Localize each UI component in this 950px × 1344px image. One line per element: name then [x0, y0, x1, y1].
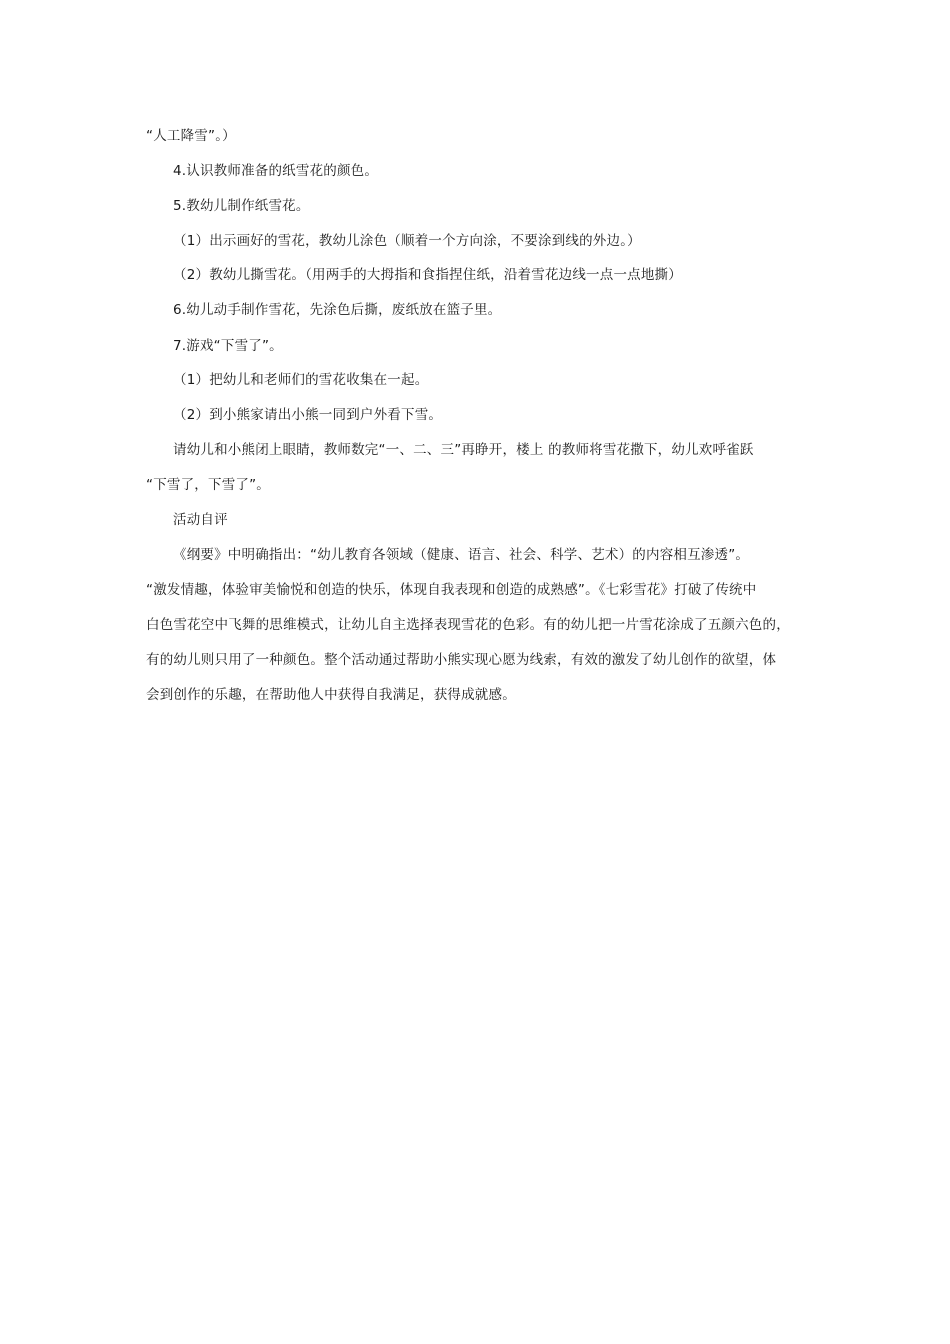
step-7-text: 7.游戏“下雪了”。 — [173, 338, 283, 354]
step-4-text: 4.认识教师准备的纸雪花的颜色。 — [173, 163, 379, 179]
review-paragraph-line-3: 白色雪花空中飞舞的思维模式，让幼儿自主选择表现雪花的色彩。有的幼儿把一片雪花涂成了五颜六色的， — [146, 617, 790, 633]
review-paragraph-line-2: “激发情趣，体验审美愉悦和创造的快乐，体现自我表现和创造的成熟感”。《七彩雪花》打破了传统中 — [146, 582, 757, 598]
step-5-substep-2: （2）教幼儿撕雪花。（用两手的大拇指和食指捏住纸，沿着雪花边线一点一点地撕） — [173, 267, 682, 283]
section-heading-self-review: 活动自评 — [173, 512, 228, 528]
step-5-text: 5.教幼儿制作纸雪花。 — [173, 198, 310, 214]
review-paragraph-line-4: 有的幼儿则只用了一种颜色。整个活动通过帮助小熊实现心愿为线索，有效的激发了幼儿创作的欲望，体 — [146, 652, 777, 668]
review-paragraph-line-5: 会到创作的乐趣，在帮助他人中获得自我满足，获得成就感。 — [146, 687, 516, 703]
step-6-text: 6.幼儿动手制作雪花，先涂色后撕，废纸放在篮子里。 — [173, 302, 502, 318]
text-line-continuation: “人工降雪”。） — [146, 128, 236, 144]
review-paragraph-line-1: 《纲要》中明确指出：“幼儿教育各领域（健康、语言、社会、科学、艺术）的内容相互渗透”。 — [173, 547, 750, 563]
step-7-substep-2: （2）到小熊家请出小熊一同到户外看下雪。 — [173, 407, 443, 423]
step-5-substep-1: （1）出示画好的雪花，教幼儿涂色（顺着一个方向涂，不要涂到线的外边。） — [173, 233, 641, 249]
game-paragraph-line-1: 请幼儿和小熊闭上眼睛，教师数完“一、二、三”再睁开，楼上 的教师将雪花撒下，幼儿欢呼雀跃 — [173, 442, 754, 458]
step-7-substep-1: （1）把幼儿和老师们的雪花收集在一起。 — [173, 372, 429, 388]
game-paragraph-line-2: “下雪了，下雪了”。 — [146, 477, 270, 493]
